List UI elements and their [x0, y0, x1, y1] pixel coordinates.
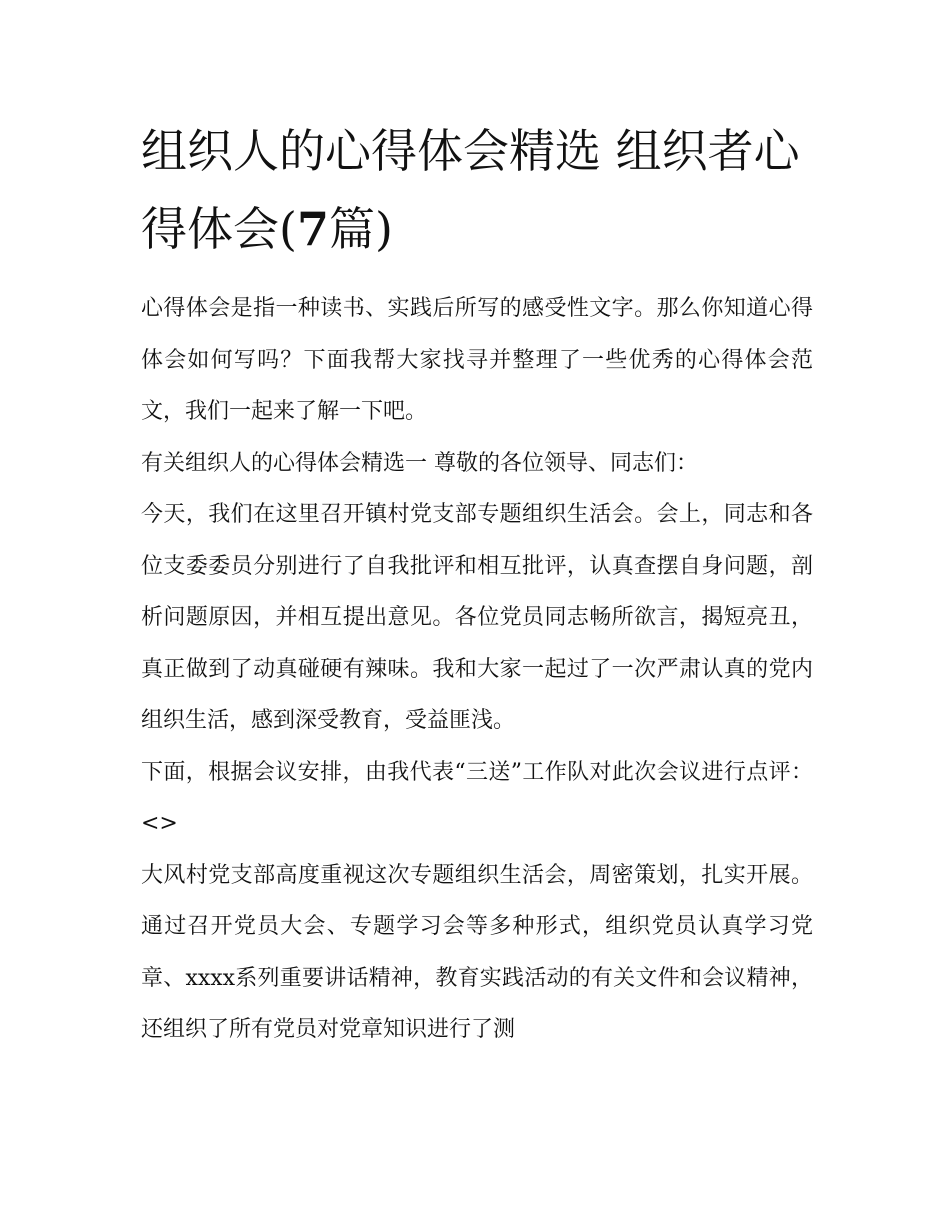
- intro-paragraph: 心得体会是指一种读书、实践后所写的感受性文字。那么你知道心得体会如何写吗？下面我帮大家找寻并整理了一些优秀的心得体会范文，我们一起来了解一下吧。: [141, 296, 813, 424]
- document-title: [141, 112, 813, 268]
- document-page: [141, 112, 813, 1056]
- title-number: 7: [296, 202, 329, 256]
- section-heading: 有关组织人的心得体会精选一 尊敬的各位领导、同志们：: [141, 450, 698, 476]
- body-paragraph: 大风村党支部高度重视这次专题组织生活会，周密策划，扎实开展。通过召开党员大会、专题学习会等多种形式，组织党员认真学习党章、xxxx系列重要讲话精神，教育实践活动的有关文件和会议精神，还组织了所有党员对党章知识进行了测: [141, 862, 813, 1042]
- body-paragraph: 下面，根据会议安排，由我代表“三送”工作队对此次会议进行点评： <>: [141, 759, 813, 836]
- title-suffix: 篇): [328, 202, 393, 256]
- body-paragraph: 今天，我们在这里召开镇村党支部专题组织生活会。会上，同志和各位支委委员分别进行了自我批评和相互批评，认真查摆自身问题，剖析问题原因，并相互提出意见。各位党员同志畅所欲言，揭短亮丑，真正做到了动真碰硬有辣味。我和大家一起过了一次严肃认真的党内组织生活，感到深受教育，受益匪浅。: [141, 502, 813, 733]
- title-prefix: 组织人的心得体会精选 组织者心得体会(: [141, 124, 800, 256]
